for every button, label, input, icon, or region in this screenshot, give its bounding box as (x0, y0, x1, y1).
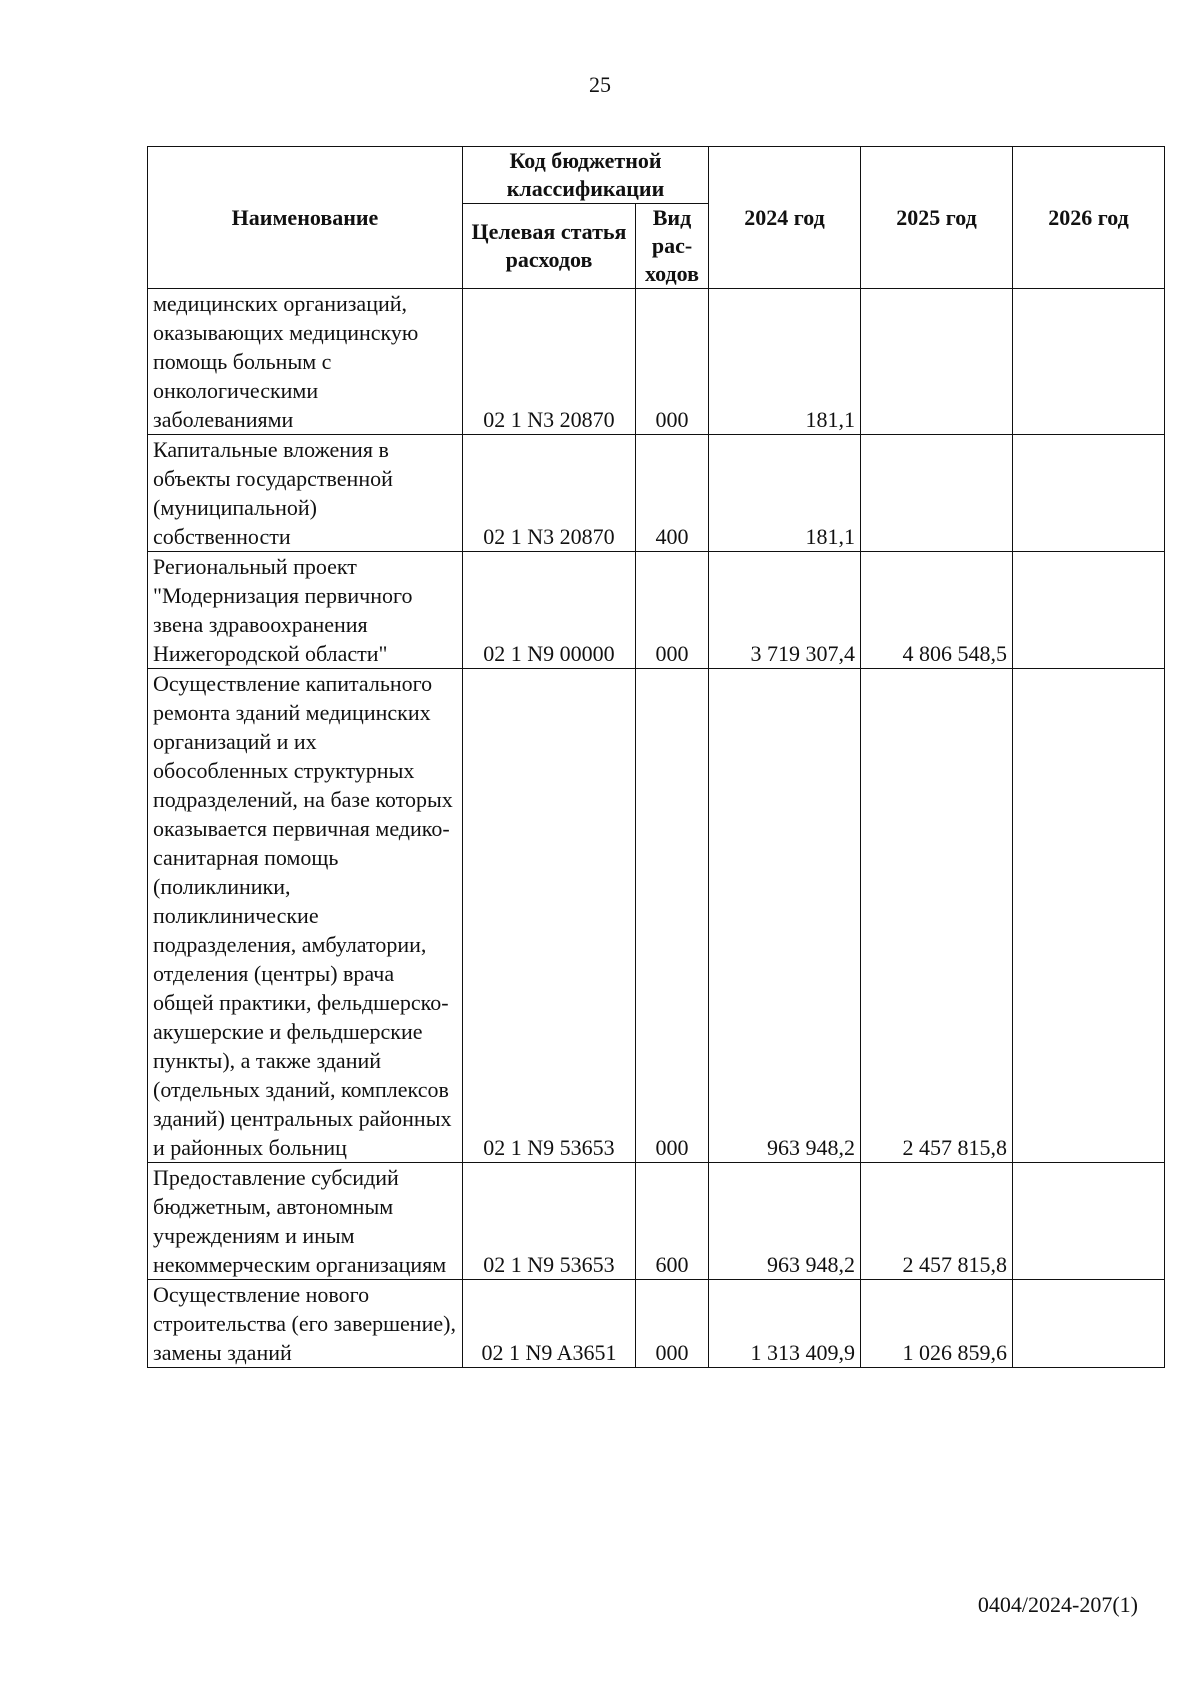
row-name: Осуществление капитального ремонта зданий медицинских организаций и их обособленных структурных подразделений, на базе которых оказывается первичная медико-санитарная помощь (поликлиники, поликлинические подразделения, амбулатории, отделения (центры) врача общей практики, фельдшерско-акушерские и фельдшерские пункты), а также зданий (отдельных зданий, комплексов зданий) центральных районных и районных больниц (148, 669, 463, 1163)
header-name: Наименование (148, 147, 463, 289)
table-row (148, 1163, 1165, 1280)
header-expense-kind: Вид рас-ходов (636, 204, 709, 289)
row-value-2025 (861, 435, 1013, 552)
row-name: медицинских организаций, оказывающих медицинскую помощь больным с онкологическими заболеваниями (148, 289, 463, 435)
row-expense-kind: 000 (636, 289, 709, 435)
row-expense-kind: 000 (636, 1280, 709, 1368)
budget-table (147, 146, 1165, 1368)
row-expense-kind: 400 (636, 435, 709, 552)
row-value-2024: 963 948,2 (709, 669, 861, 1163)
table-row (148, 1280, 1165, 1368)
document-code: 0404/2024-207(1) (977, 1592, 1138, 1617)
row-value-2025: 4 806 548,5 (861, 552, 1013, 669)
row-value-2025 (861, 289, 1013, 435)
row-value-2025: 1 026 859,6 (861, 1280, 1013, 1368)
row-value-2026 (1013, 435, 1165, 552)
row-value-2026 (1013, 552, 1165, 669)
table-row (148, 552, 1165, 669)
row-target-article: 02 1 N3 20870 (463, 289, 636, 435)
row-value-2025: 2 457 815,8 (861, 669, 1013, 1163)
header-budget-code: Код бюджетной классификации (463, 147, 709, 204)
row-value-2024: 181,1 (709, 289, 861, 435)
row-value-2026 (1013, 1163, 1165, 1280)
header-year-2025: 2025 год (861, 147, 1013, 289)
header-row-top (148, 147, 1165, 204)
row-value-2024: 3 719 307,4 (709, 552, 861, 669)
table-row (148, 669, 1165, 1163)
row-name: Региональный проект "Модернизация первичного звена здравоохранения Нижегородской области" (148, 552, 463, 669)
row-expense-kind: 000 (636, 669, 709, 1163)
row-target-article: 02 1 N3 20870 (463, 435, 636, 552)
header-year-2024: 2024 год (709, 147, 861, 289)
page-number: 25 (589, 72, 611, 97)
row-value-2024: 181,1 (709, 435, 861, 552)
row-expense-kind: 600 (636, 1163, 709, 1280)
row-value-2024: 1 313 409,9 (709, 1280, 861, 1368)
row-target-article: 02 1 N9 53653 (463, 1163, 636, 1280)
header-target-article: Целевая статья расходов (463, 204, 636, 289)
row-expense-kind: 000 (636, 552, 709, 669)
row-value-2026 (1013, 289, 1165, 435)
row-target-article: 02 1 N9 00000 (463, 552, 636, 669)
header-year-2026: 2026 год (1013, 147, 1165, 289)
row-name: Осуществление нового строительства (его завершение), замены зданий (148, 1280, 463, 1368)
row-name: Капитальные вложения в объекты государственной (муниципальной) собственности (148, 435, 463, 552)
row-value-2025: 2 457 815,8 (861, 1163, 1013, 1280)
row-value-2026 (1013, 669, 1165, 1163)
row-value-2026 (1013, 1280, 1165, 1368)
row-value-2024: 963 948,2 (709, 1163, 861, 1280)
row-target-article: 02 1 N9 53653 (463, 669, 636, 1163)
table-row (148, 289, 1165, 435)
row-name: Предоставление субсидий бюджетным, автономным учреждениям и иным некоммерческим организациям (148, 1163, 463, 1280)
row-target-article: 02 1 N9 A3651 (463, 1280, 636, 1368)
table-row (148, 435, 1165, 552)
